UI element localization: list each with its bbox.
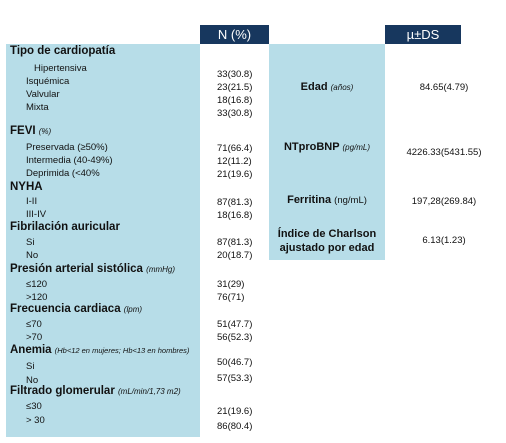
pas-value: 31(29) [217, 279, 245, 290]
fevi-item: Preservada (≥50%) [26, 142, 108, 153]
tipo-item: Hipertensiva [34, 63, 87, 74]
header-mu-ds: µ±DS [385, 25, 461, 44]
section-presion [10, 263, 175, 275]
anemia-title: Anemia [10, 344, 52, 356]
pas-value: 76(71) [217, 292, 245, 303]
anemia-item: Si [26, 361, 35, 372]
nyha-item: I-II [26, 196, 38, 207]
fc-value: 51(47.7) [217, 319, 253, 330]
anemia-item: No [26, 375, 39, 386]
section-filtrado [10, 385, 181, 397]
fg-item: ≤30 [26, 401, 42, 412]
fibr-value: 20(18.7) [217, 250, 253, 261]
label-ferritina [272, 193, 382, 208]
label-charlson: Índice de Charlson ajustado por edad [277, 228, 377, 254]
fevi-value: 21(19.6) [217, 169, 253, 180]
fg-item: > 30 [26, 415, 45, 426]
fg-value: 86(80.4) [217, 421, 253, 432]
fc-title: Frecuencia cardiaca [10, 303, 121, 315]
section-anemia [10, 344, 189, 356]
tipo-value: 33(30.8) [217, 69, 253, 80]
fevi-value: 71(66.4) [217, 143, 253, 154]
value-ferritina: 197,28(269.84) [411, 196, 477, 207]
fg-title: Filtrado glomerular [10, 385, 115, 397]
nyha-value: 87(81.3) [217, 197, 253, 208]
section-tipo-cardiopatia: Tipo de cardiopatía [10, 45, 116, 57]
fevi-item: Deprimida (<40% [26, 168, 100, 179]
header-n-pct: N (%) [200, 25, 269, 44]
fibr-item: Si [26, 237, 35, 248]
value-charlson: 6.13(1.23) [422, 235, 466, 246]
section-frecuencia [10, 303, 142, 315]
tipo-value: 18(16.8) [217, 95, 253, 106]
tipo-value: 33(30.8) [217, 108, 253, 119]
ntprobnp-unit: (pg/mL) [342, 143, 371, 152]
edad-unit: (años) [330, 83, 354, 92]
ferritina-unit: (ng/mL) [334, 195, 367, 206]
pas-title: Presión arterial sistólica [10, 263, 143, 275]
fg-unit: (mL/min/1,73 m2) [118, 387, 181, 396]
fevi-item: Intermedia (40-49%) [26, 155, 113, 166]
tipo-item: Valvular [26, 89, 60, 100]
anemia-value: 50(46.7) [217, 357, 253, 368]
label-ntprobnp [272, 140, 382, 155]
tipo-item: Mixta [26, 102, 49, 113]
anemia-unit: (Hb<12 en mujeres; Hb<13 en hombres) [54, 346, 190, 355]
label-edad [272, 80, 382, 95]
fibr-item: No [26, 250, 39, 261]
nyha-item: III-IV [26, 209, 47, 220]
pas-unit: (mmHg) [146, 265, 176, 274]
value-ntprobnp: 4226.33(5431.55) [406, 147, 482, 158]
value-edad: 84.65(4.79) [419, 82, 469, 93]
fibr-value: 87(81.3) [217, 237, 253, 248]
anemia-value: 57(53.3) [217, 373, 253, 384]
pas-item: >120 [26, 292, 48, 303]
ferritina-label: Ferritina [287, 194, 332, 206]
fg-value: 21(19.6) [217, 406, 253, 417]
section-fevi [10, 125, 51, 137]
fc-unit: (lpm) [123, 305, 143, 314]
fevi-unit: (%) [38, 127, 52, 136]
pas-item: ≤120 [26, 279, 48, 290]
section-fibrilacion: Fibrilación auricular [10, 221, 120, 233]
nyha-value: 18(16.8) [217, 210, 253, 221]
ntprobnp-label: NTproBNP [283, 141, 340, 153]
fc-item: ≤70 [26, 319, 42, 330]
fc-item: >70 [26, 332, 43, 343]
fc-value: 56(52.3) [217, 332, 253, 343]
tipo-item: Isquémica [26, 76, 70, 87]
fevi-title: FEVI [10, 125, 36, 137]
edad-label: Edad [300, 81, 328, 93]
fevi-value: 12(11.2) [217, 156, 252, 167]
section-nyha: NYHA [10, 181, 43, 193]
tipo-value: 23(21.5) [217, 82, 253, 93]
